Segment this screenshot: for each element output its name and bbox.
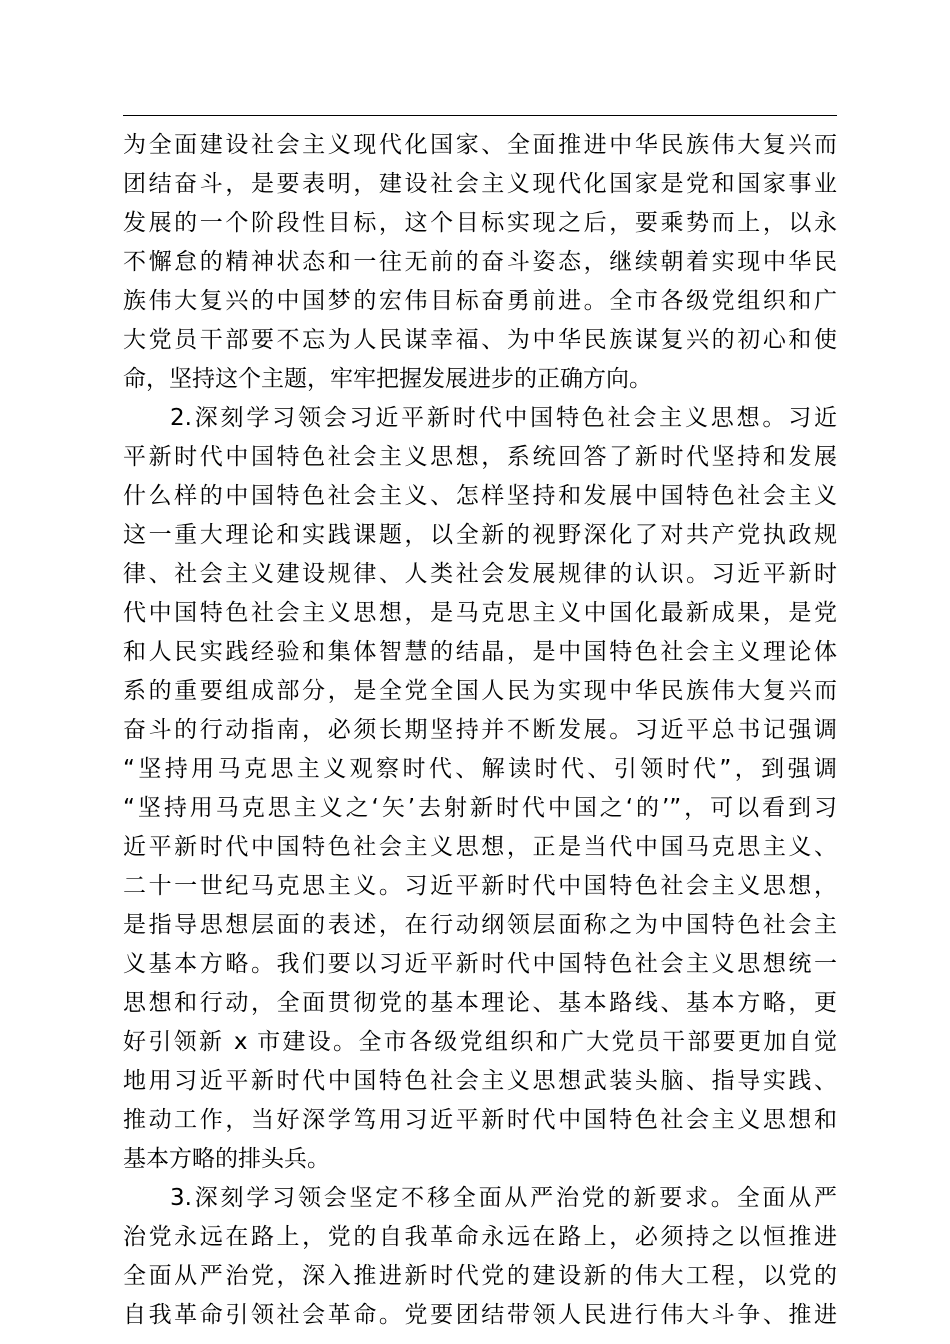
- text-line: 命，坚持这个主题，牢牢把握发展进步的正确方向。: [123, 366, 652, 392]
- text-line: 是指导思想层面的表述，在行动纲领层面称之为中国特色社会主: [123, 912, 837, 938]
- text-line: 自我革命引领社会革命。党要团结带领人民进行伟大斗争、推进: [123, 1302, 837, 1328]
- text-line: “坚持用马克思主义之‘矢’去射新时代中国之‘的’”，可以看到习: [123, 795, 837, 821]
- text-line: 代中国特色社会主义思想，是马克思主义中国化最新成果，是党: [123, 600, 837, 626]
- text-line: 为全面建设社会主义现代化国家、全面推进中华民族伟大复兴而: [123, 132, 837, 158]
- header-rule: [123, 115, 837, 116]
- paragraph-heading-line: 2.深刻学习领会习近平新时代中国特色社会主义思想。习近: [170, 405, 837, 431]
- text-line: 近平新时代中国特色社会主义思想，正是当代中国马克思主义、: [123, 834, 837, 860]
- text-line: “坚持用马克思主义观察时代、解读时代、引领时代”，到强调: [123, 756, 837, 782]
- text-line: 律、社会主义建设规律、人类社会发展规律的认识。习近平新时: [123, 561, 837, 587]
- text-line: 不懈怠的精神状态和一往无前的奋斗姿态，继续朝着实现中华民: [123, 249, 837, 275]
- text-line: 义基本方略。我们要以习近平新时代中国特色社会主义思想统一: [123, 951, 837, 977]
- text-line: 这一重大理论和实践课题，以全新的视野深化了对共产党执政规: [123, 522, 837, 548]
- text-line: 团结奋斗，是要表明，建设社会主义现代化国家是党和国家事业: [123, 171, 837, 197]
- text-line: 奋斗的行动指南，必须长期坚持并不断发展。习近平总书记强调: [123, 717, 837, 743]
- text-line: 地用习近平新时代中国特色社会主义思想武装头脑、指导实践、: [123, 1068, 837, 1094]
- text-line: 大党员干部要不忘为人民谋幸福、为中华民族谋复兴的初心和使: [123, 327, 837, 353]
- text-line: 基本方略的排头兵。: [123, 1146, 330, 1172]
- text-line: 二十一世纪马克思主义。习近平新时代中国特色社会主义思想，: [123, 873, 837, 899]
- document-body: [123, 126, 837, 1335]
- paragraph-heading-line: 3.深刻学习领会坚定不移全面从严治党的新要求。全面从严: [170, 1185, 837, 1211]
- text-line: 系的重要组成部分，是全党全国人民为实现中华民族伟大复兴而: [123, 678, 837, 704]
- text-line: 和人民实践经验和集体智慧的结晶，是中国特色社会主义理论体: [123, 639, 837, 665]
- text-line: 思想和行动，全面贯彻党的基本理论、基本路线、基本方略，更: [123, 990, 837, 1016]
- text-line: 推动工作，当好深学笃用习近平新时代中国特色社会主义思想和: [123, 1107, 837, 1133]
- text-line: 平新时代中国特色社会主义思想，系统回答了新时代坚持和发展: [123, 444, 837, 470]
- text-line: 什么样的中国特色社会主义、怎样坚持和发展中国特色社会主义: [123, 483, 837, 509]
- text-line: 族伟大复兴的中国梦的宏伟目标奋勇前进。全市各级党组织和广: [123, 288, 837, 314]
- text-line: 治党永远在路上，党的自我革命永远在路上，必须持之以恒推进: [123, 1224, 837, 1250]
- text-line: 好引领新 x 市建设。全市各级党组织和广大党员干部要更加自觉: [123, 1029, 837, 1055]
- text-line: 全面从严治党，深入推进新时代党的建设新的伟大工程，以党的: [123, 1263, 837, 1289]
- text-line: 发展的一个阶段性目标，这个目标实现之后，要乘势而上，以永: [123, 210, 837, 236]
